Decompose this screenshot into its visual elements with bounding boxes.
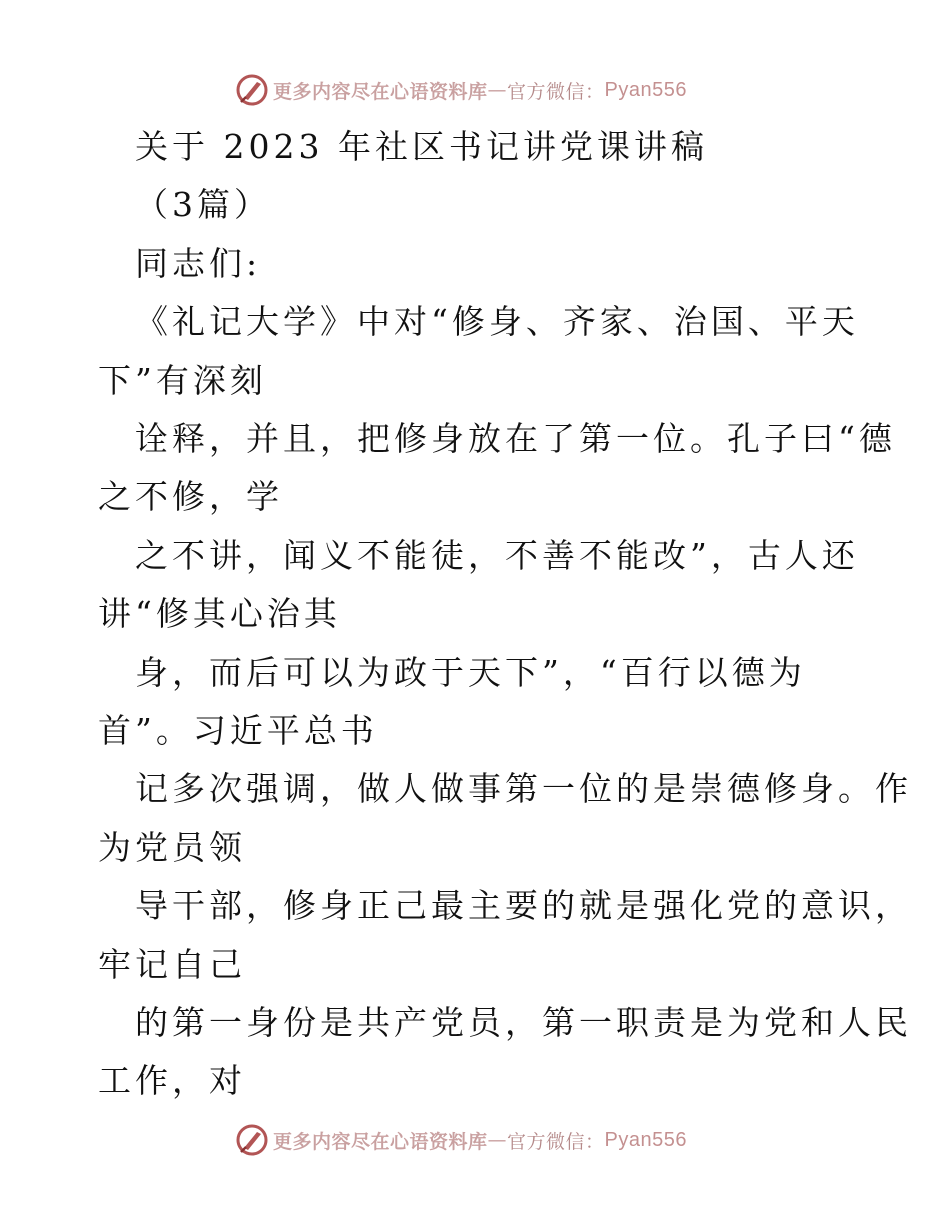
- salutation: 同志们:: [135, 244, 262, 283]
- body-line: 下”有深刻: [98, 361, 267, 400]
- body-line: 身，而后可以为政于天下”，“百行以德为: [135, 653, 806, 692]
- body-line: 之不修，学: [98, 477, 283, 516]
- watermark-separator: —: [487, 79, 508, 101]
- body-line: 记多次强调，做人做事第一位的是崇德修身。作: [135, 769, 912, 808]
- body-line: 讲“修其心治其: [98, 594, 341, 633]
- watermark-main-text: 更多内容尽在心语资料库: [273, 80, 488, 103]
- document-title: 关于 2023 年社区书记讲党课讲稿: [135, 127, 708, 166]
- watermark-wechat-label: 官方微信：: [507, 80, 605, 103]
- quill-logo-icon: [235, 73, 269, 107]
- body-line: 《礼记大学》中对“修身、齐家、治国、平天: [135, 302, 859, 341]
- body-line: 为党员领: [98, 828, 246, 867]
- body-line: 之不讲，闻义不能徒，不善不能改”，古人还: [135, 536, 859, 575]
- watermark-separator: —: [487, 1129, 508, 1151]
- body-line: 诠释，并且，把修身放在了第一位。孔子曰“德: [135, 419, 896, 458]
- footer-watermark: [235, 1122, 687, 1158]
- watermark-wechat-id: Pyan556: [604, 78, 687, 101]
- watermark-main-text: 更多内容尽在心语资料库: [273, 1130, 488, 1153]
- body-line: 首”。习近平总书: [98, 711, 378, 750]
- watermark-wechat-label: 官方微信：: [507, 1130, 605, 1153]
- body-line: 工作，对: [98, 1061, 246, 1100]
- body-line: 牢记自己: [98, 945, 246, 984]
- body-line: 导干部，修身正己最主要的就是强化党的意识，: [135, 886, 912, 925]
- header-watermark: [235, 72, 687, 108]
- watermark-wechat-id: Pyan556: [604, 1128, 687, 1151]
- quill-logo-icon: [235, 1123, 269, 1157]
- document-subtitle: （3篇）: [135, 185, 271, 224]
- body-line: 的第一身份是共产党员，第一职责是为党和人民: [135, 1003, 912, 1042]
